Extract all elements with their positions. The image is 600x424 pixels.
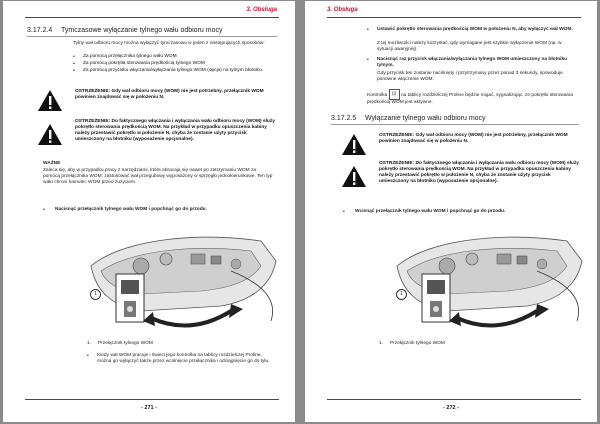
callout-number: 1	[90, 289, 101, 300]
bullet-dot: •	[343, 209, 345, 215]
warning-icon	[341, 133, 367, 156]
warning-text: OSTRZEŻENIE: Gdy wał odbioru mocy (WOM) nie jest potrzebny, przełącznik WOM powinien znajdować się w położeniu N.	[379, 133, 568, 144]
figure-caption: Przełącznik tylnego WOM	[98, 341, 153, 346]
warning-block	[341, 133, 581, 159]
bullet-dot: •	[73, 61, 75, 67]
intro-paragraph: Tylny wał odbioru mocy można wyłączyć tymczasowo w jeden z następujących sposobów:	[73, 41, 265, 46]
section-rule	[27, 36, 277, 37]
warning-icon	[37, 89, 63, 112]
callout-number: 1	[396, 289, 407, 300]
cab-console-illustration	[387, 226, 587, 336]
section-heading	[331, 115, 486, 122]
section-title: Tymczasowe wyłączanie tylnego wału odbioru mocy	[61, 27, 223, 34]
bullet-dot: •	[367, 57, 369, 63]
warning-text: OSTRZEŻENIE: Do faktycznego włączania i wyłączania wału odbioru mocy (WOM) służy pokrętło sterowania prędkością WOM. Na przykład w przypadku opuszczenia kabiny należy przestawić pokrętło w położenie N, chyba że zostanie użyty przycisk umieszczony na błotniku (wyposażenie opcjonalne).	[379, 161, 579, 184]
header-rule	[327, 17, 581, 18]
warning-block	[341, 161, 581, 201]
page-number: - 271 -	[141, 405, 157, 411]
indicator-note	[367, 89, 577, 106]
note-body: Zaleca się, aby w przypadku pracy z narzędziami, które obracają się nawet po zatrzymaniu WOM za pomocą przełącznika WOM, zastosować wał przegubowy wyposażony w sprzęgło jednokierunkowe. Ten typ wału chroni hamulec WOM przed zużyciem.	[43, 168, 273, 185]
step-instruction: Wcisnąć przełącznik tylnego wału WOM i popchnąć go do przodu.	[355, 209, 506, 214]
bullet-dot: •	[367, 27, 369, 33]
cab-console-illustration	[81, 226, 281, 336]
footer-rule	[25, 399, 279, 400]
bullet-dot: •	[43, 207, 45, 213]
section-number: 3.17.2.4	[27, 27, 53, 34]
indicator-note-tail: na tablicy rozdzielczej Proline będzie migać, sygnalizując, że pokrętło sterowania prędkością WOM jest aktywne.	[367, 92, 573, 105]
pto-indicator-icon: ⊡	[389, 89, 400, 100]
footer-rule	[327, 399, 581, 400]
list-item: Za pomocą przycisku włączania/wyłączania tylnego WOM (opcja) na tylnym błotniku.	[83, 68, 263, 73]
chapter-header: 3. Obsługa	[246, 7, 277, 13]
warning-block	[37, 89, 277, 115]
step-instruction: Ustawić pokrętło sterowania prędkością WOM w położeniu N, aby wyłączyć wał WOM.	[377, 27, 573, 32]
section-rule	[331, 124, 579, 125]
note-heading: WAŻNE	[43, 161, 61, 166]
page-number: - 272 -	[443, 405, 459, 411]
warning-icon	[341, 165, 367, 188]
indicator-note-lead: Kontrolka	[367, 92, 388, 98]
step-note: Gdy przycisk ten zostanie naciśnięty i przytrzymany przez ponad 3 sekundy, spowoduje ponowne włączenie WOM.	[377, 71, 563, 82]
step-instruction: Nacisnąć przełącznik tylnego wału WOM i popchnąć go do przodu.	[55, 207, 207, 212]
warning-text: OSTRZEŻENIE: Gdy wał odbioru mocy (WOM) nie jest potrzebny, przełącznik WOM powinien znajdować się w położeniu N.	[75, 89, 264, 100]
warning-block	[37, 119, 277, 159]
section-number: 3.17.2.5	[331, 115, 357, 122]
chapter-header: 3. Obsługa	[327, 7, 358, 13]
page-271	[3, 1, 295, 422]
figure-caption: Przełącznik tylnego WOM	[390, 341, 445, 346]
section-title: Wyłączanie tylnego wału odbioru mocy	[365, 115, 486, 122]
warning-text: OSTRZEŻENIE: Do faktycznego włączania i wyłączania wału odbioru mocy (WOM) służy pokrętło sterowania prędkością WOM. Na przykład w przypadku opuszczenia kabiny należy przestawić pokrętło w położenie N, chyba że zostanie użyty przycisk umieszczony na błotniku (wyposażenie opcjonalne).	[75, 119, 275, 142]
section-heading	[27, 27, 222, 34]
list-item: Za pomocą przełącznika tylnego wału WOM	[83, 54, 177, 59]
step-instruction: Nacisnąć raz przycisk włączania/wyłączania tylnego WOM umieszczony na błotniku tylnym.	[377, 57, 568, 68]
page-272	[305, 1, 597, 422]
bullet-dot: •	[73, 68, 75, 74]
bullet-dot: •	[87, 353, 89, 359]
caption-number: 1.	[379, 341, 384, 346]
caption-number: 1.	[87, 341, 92, 346]
step-note: Z tej możliwości należy korzystać, gdy wymagane jest szybkie wyłączenie WOM (np. w sytuacji awaryjnej).	[377, 41, 562, 52]
warning-icon	[37, 123, 63, 146]
header-rule	[25, 17, 279, 18]
list-item: Za pomocą pokrętła sterowania prędkością tylnego WOM	[83, 61, 205, 66]
after-note: Kiedy wał WOM pracuje i świeci jego kontrolka na tablicy rozdzielczej Proline, można go wyłączyć także przez wciśnięcie przełącznika i odciągnięcie go do tyłu.	[97, 353, 270, 364]
bullet-dot: •	[73, 54, 75, 60]
